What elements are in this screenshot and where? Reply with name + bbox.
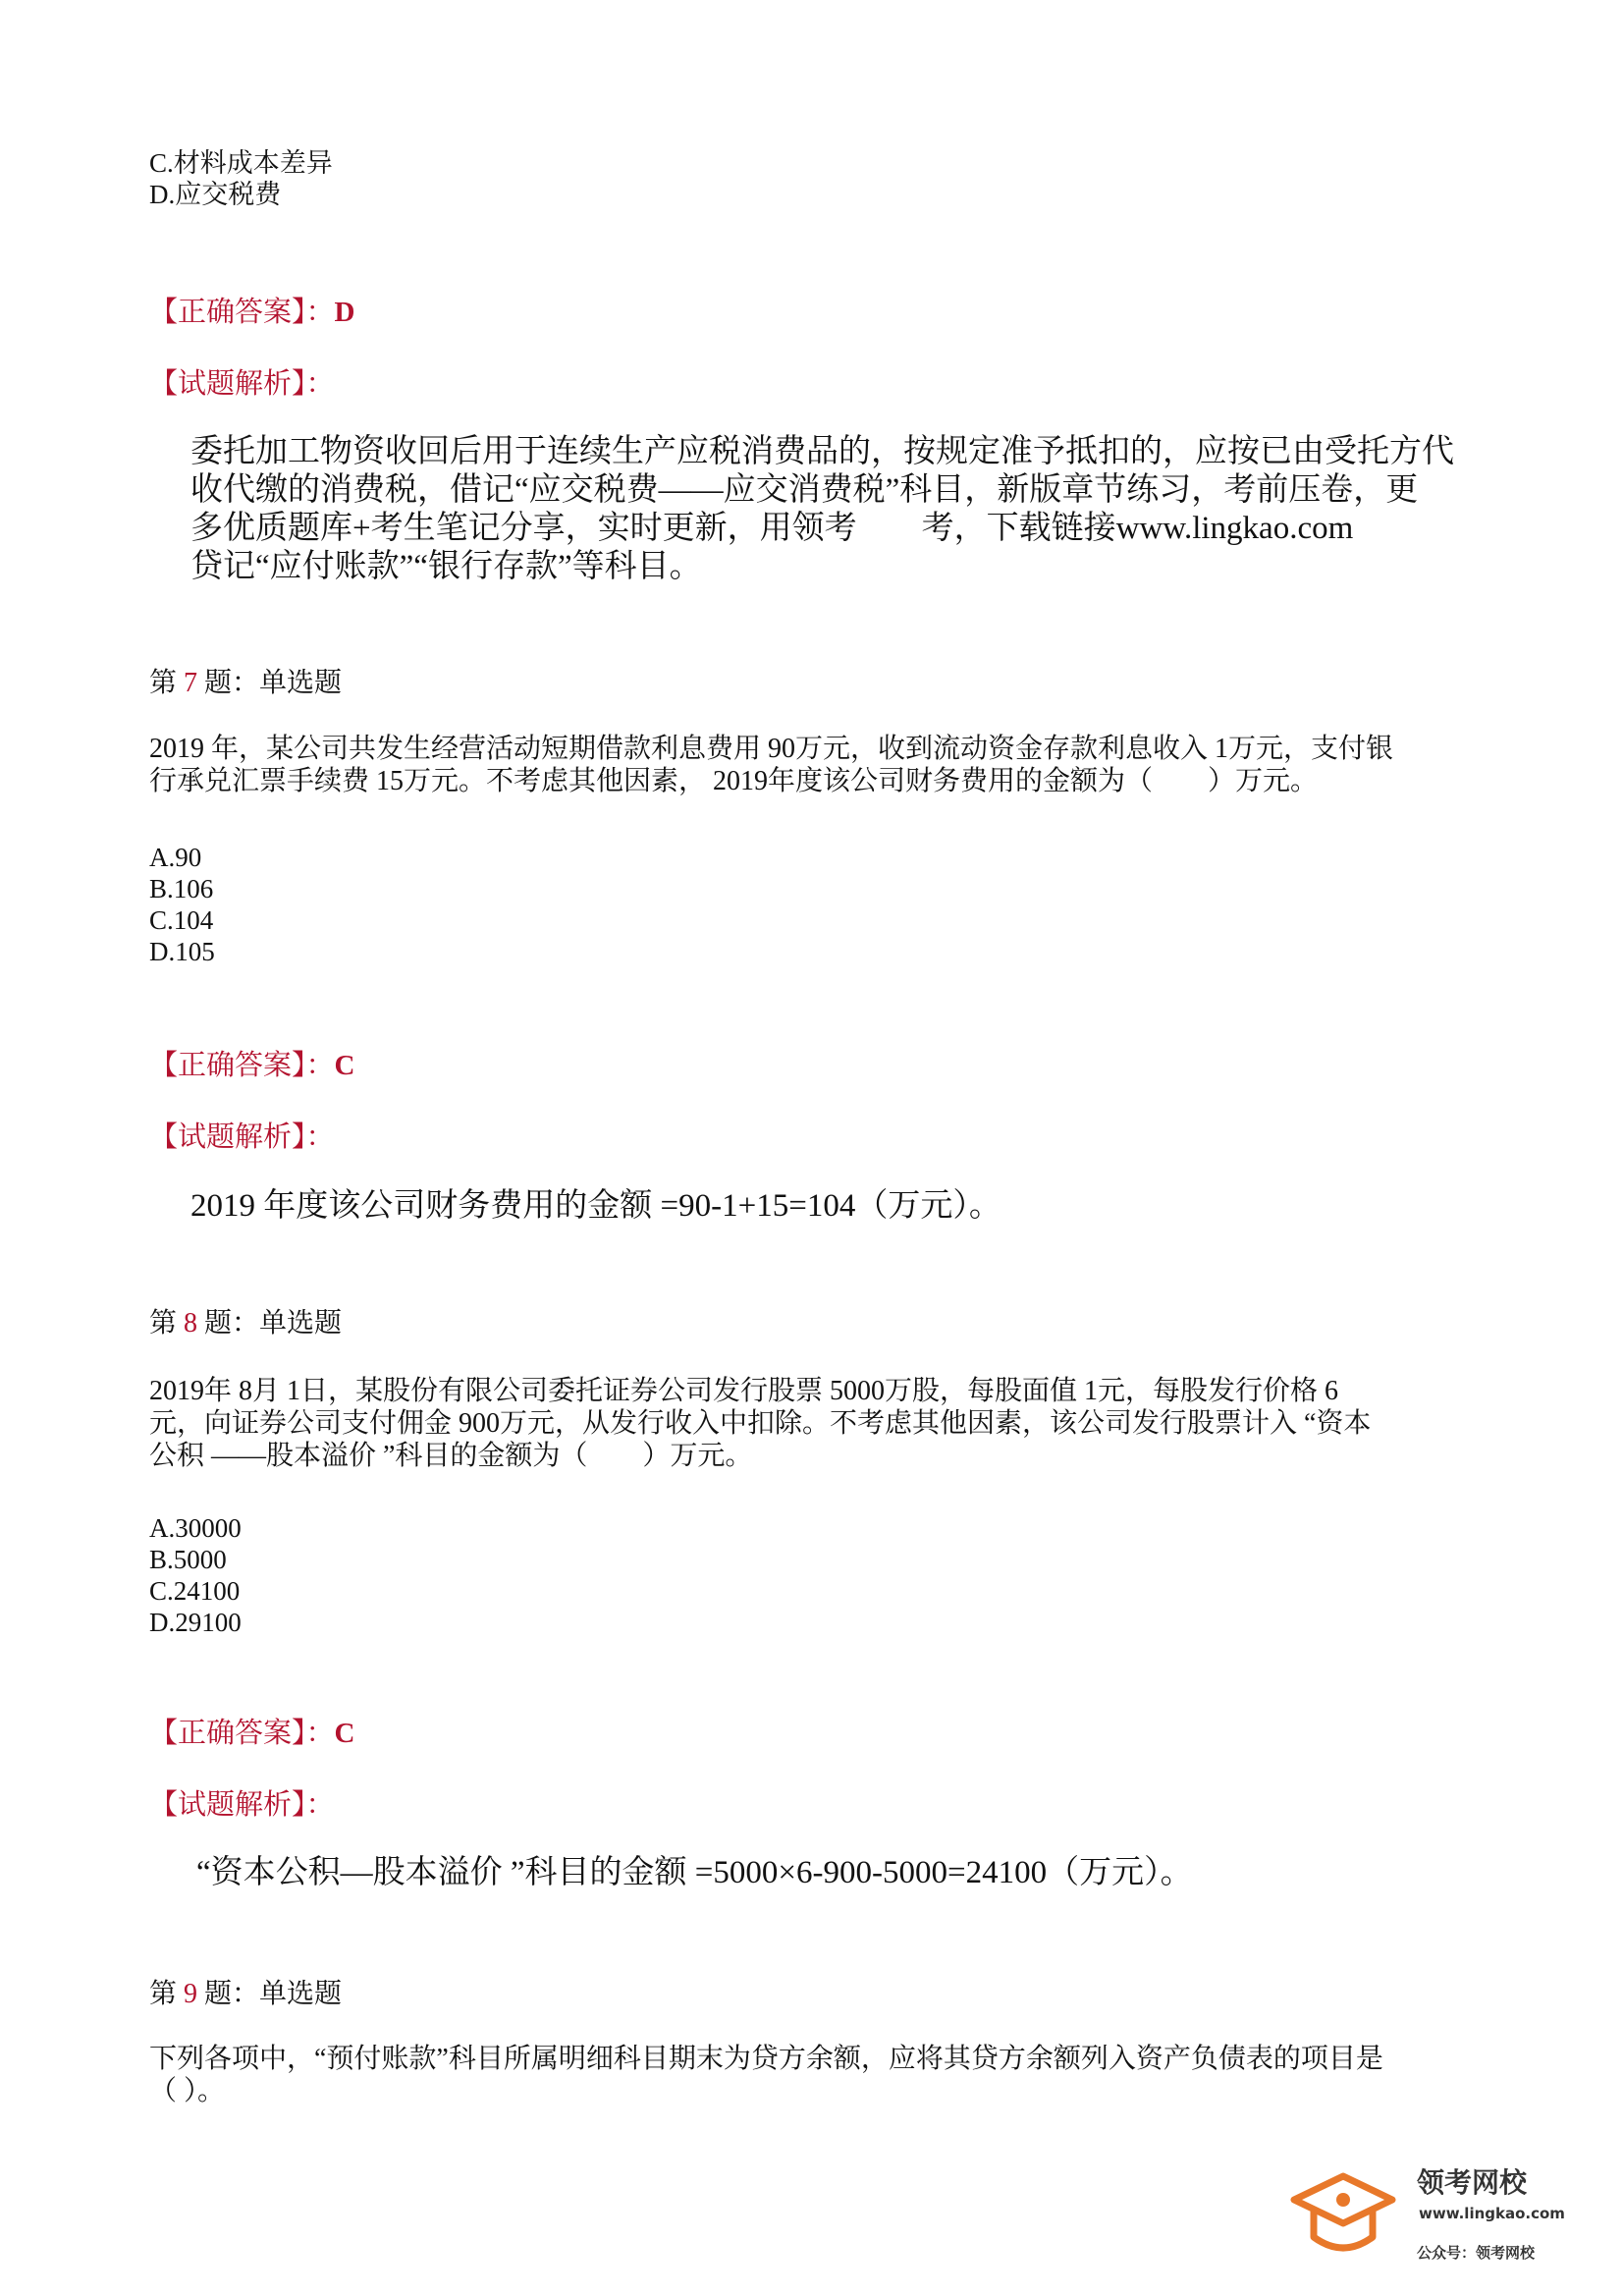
explanation-label: 【试题解析】： xyxy=(149,1789,335,1821)
option-c: C.24100 xyxy=(149,1576,241,1606)
explanation-text: 2019 年度该公司财务费用的金额 =90-1+15=104（万元）。 xyxy=(190,1188,1001,1224)
question-header: 第 8 题：单选题 xyxy=(149,1308,343,1339)
graduation-cap-icon xyxy=(1289,2168,1397,2267)
answer-value: C xyxy=(334,1050,355,1081)
logo-wechat: 公众号：领考网校 xyxy=(1417,2244,1536,2262)
question-text: 下列各项中，“预付账款”科目所属明细科目期末为贷方余额，应将其贷方余额列入资产负债表的项目是 （ ）。 xyxy=(149,2044,1383,2106)
option-c: C.材料成本差异 xyxy=(149,148,333,178)
answer-line xyxy=(149,1043,1476,1083)
option-c: C.104 xyxy=(149,905,214,935)
question-number: 7 xyxy=(184,668,198,698)
explanation-line: 贷记“应付账款”“银行存款”等科目。 xyxy=(190,549,702,584)
question-header: 第 7 题：单选题 xyxy=(149,668,343,698)
logo-url: www.lingkao.com xyxy=(1419,2205,1565,2222)
logo-name: 领考网校 xyxy=(1417,2166,1528,2199)
explanation-text: “资本公积—股本溢价 ”科目的金额 =5000×6-900-5000=24100（万元）。 xyxy=(196,1855,1193,1890)
question-number: 9 xyxy=(184,1979,198,2009)
option-d: D.应交税费 xyxy=(149,180,282,209)
answer-line xyxy=(149,1711,1476,1751)
explanation-line: 收代缴的消费税，借记“应交税费——应交消费税”科目，新版章节练习，考前压卷，更 xyxy=(190,472,1419,508)
explanation-label: 【试题解析】： xyxy=(149,1121,335,1153)
answer-label: 【正确答案】： xyxy=(149,1718,335,1749)
prev-question-options xyxy=(149,147,1476,210)
question-options xyxy=(149,842,1476,967)
option-a: A.30000 xyxy=(149,1513,242,1543)
answer-line xyxy=(149,290,1476,330)
question-header: 第 9 题：单选题 xyxy=(149,1979,343,2009)
option-a: A.90 xyxy=(149,843,202,872)
option-d: D.29100 xyxy=(149,1608,242,1637)
explanation-line: 委托加工物资收回后用于连续生产应税消费品的，按规定准予抵扣的，应按已由受托方代 xyxy=(190,434,1454,469)
lingkao-logo xyxy=(1289,2134,1584,2276)
explanation-line: 多优质题库+考生笔记分享，实时更新，用领考 考，下载链接www.lingkao.com xyxy=(190,511,1354,546)
explanation-text xyxy=(190,433,1476,586)
option-b: B.5000 xyxy=(149,1545,227,1574)
explanation-label: 【试题解析】： xyxy=(149,368,335,400)
answer-value: C xyxy=(334,1718,355,1749)
question-text: 2019 年，某公司共发生经营活动短期借款利息费用 90万元，收到流动资金存款利息收入 1万元，支付银 行承兑汇票手续费 15万元。不考虑其他因素， 2019年度该公司财务费用的金额为（ ）万元。 xyxy=(149,734,1394,796)
question-number: 8 xyxy=(184,1308,198,1339)
answer-label: 【正确答案】： xyxy=(149,1050,335,1081)
answer-value: D xyxy=(334,297,355,328)
question-text: 2019年 8月 1日，某股份有限公司委托证券公司发行股票 5000万股，每股面值 1元，每股发行价格 6 元，向证券公司支付佣金 900万元，从发行收入中扣除。不考虑其他因素，该公司发行股票计入 “资本 公积 ——股本溢价 ”科目的金额为（ ）万元。 xyxy=(149,1376,1372,1471)
question-options xyxy=(149,1512,1476,1638)
option-b: B.106 xyxy=(149,874,214,903)
answer-label: 【正确答案】： xyxy=(149,297,335,328)
option-d: D.105 xyxy=(149,937,215,966)
